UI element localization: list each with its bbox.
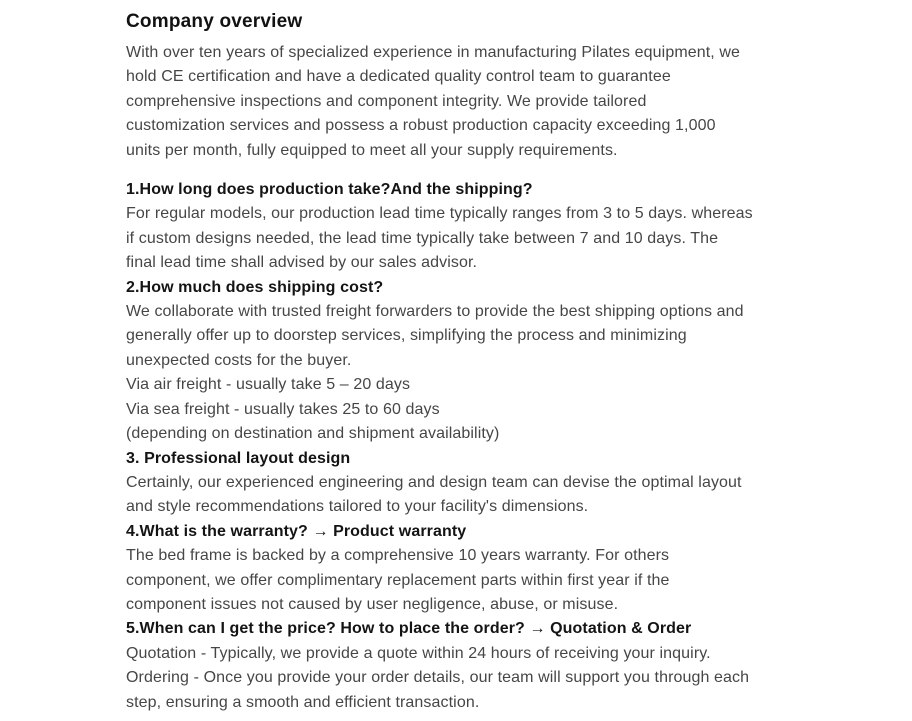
intro-paragraph <box>126 41 826 163</box>
faq-answer-line: For regular models, our production lead time typically ranges from 3 to 5 days. whereas <box>126 205 753 223</box>
faq-question: 1.How long does production take?And the shipping? <box>126 181 533 199</box>
faq-answer-line: step, ensuring a smooth and efficient transaction. <box>126 693 480 711</box>
faq-question: 5.When can I get the price? How to place the order? → Quotation & Order <box>126 620 692 638</box>
faq-question: 2.How much does shipping cost? <box>126 278 384 296</box>
faq-answer-line: Via sea freight - usually takes 25 to 60 days <box>126 400 440 418</box>
faq-answer-line: Quotation - Typically, we provide a quote within 24 hours of receiving your inquiry. <box>126 644 711 662</box>
faq-answer-line: final lead time shall advised by our sales advisor. <box>126 254 478 272</box>
faq-answer-line: Certainly, our experienced engineering and design team can devise the optimal layout <box>126 473 742 491</box>
faq-question: 3. Professional layout design <box>126 449 351 467</box>
faq-answer-line: (depending on destination and shipment availability) <box>126 425 500 443</box>
intro-line: With over ten years of specialized experience in manufacturing Pilates equipment, we <box>126 44 741 61</box>
faq-answer-line: if custom designs needed, the lead time typically take between 7 and 10 days. The <box>126 229 719 247</box>
faq-answer-line: Via air freight - usually take 5 – 20 days <box>126 376 411 394</box>
intro-line: units per month, fully equipped to meet all your supply requirements. <box>126 141 618 159</box>
faq-answer-line: Ordering - Once you provide your order details, our team will support you through each <box>126 669 750 687</box>
faq-answer-line: We collaborate with trusted freight forwarders to provide the best shipping options and <box>126 303 744 321</box>
faq-question: 4.What is the warranty? → Product warranty <box>126 522 467 540</box>
company-overview-section <box>126 10 826 715</box>
faq-answer-line: and style recommendations tailored to your facility's dimensions. <box>126 498 589 516</box>
intro-line: comprehensive inspections and component integrity. We provide tailored <box>126 92 647 110</box>
intro-line: hold CE certification and have a dedicated quality control team to guarantee <box>126 68 671 86</box>
faq-answer-line: component issues not caused by user negligence, abuse, or misuse. <box>126 595 619 613</box>
faq-list <box>126 178 826 715</box>
faq-answer-line: unexpected costs for the buyer. <box>126 351 352 369</box>
intro-line: customization services and possess a robust production capacity exceeding 1,000 <box>126 117 716 135</box>
faq-answer-line: The bed frame is backed by a comprehensive 10 years warranty. For others <box>126 547 670 565</box>
faq-answer-line: generally offer up to doorstep services, simplifying the process and minimizing <box>126 327 687 345</box>
faq-answer-line: component, we offer complimentary replacement parts within first year if the <box>126 571 670 589</box>
section-title: Company overview <box>126 11 303 32</box>
